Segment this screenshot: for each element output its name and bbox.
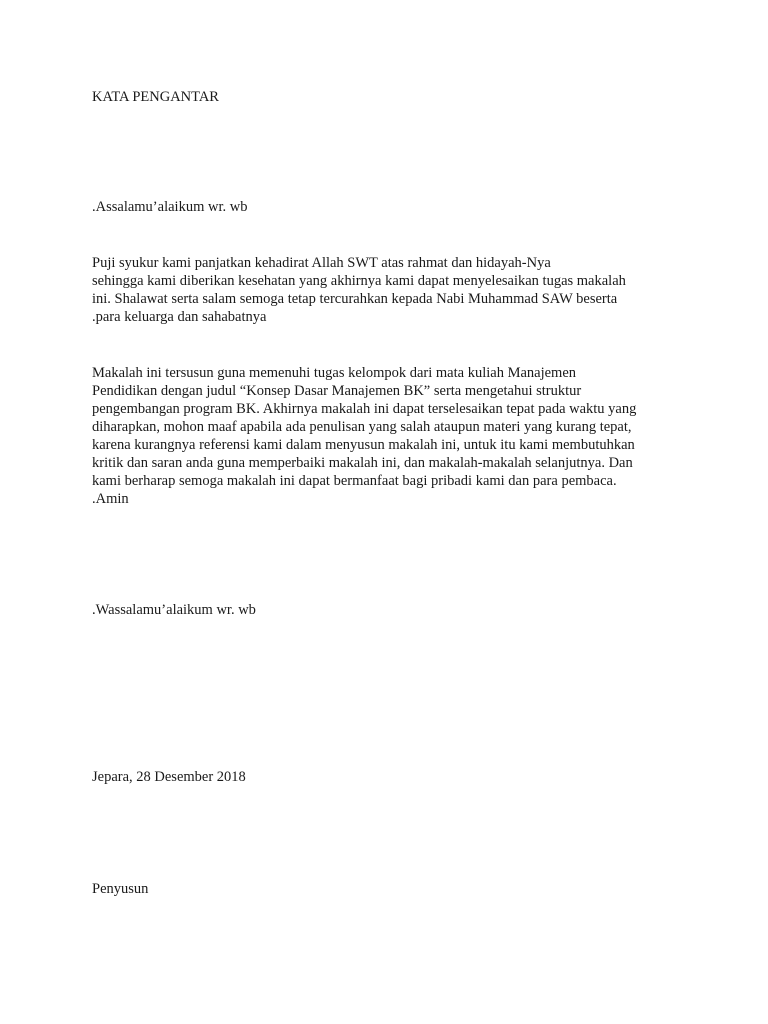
paragraph-2-line: pengembangan program BK. Akhirnya makalah ini dapat terselesaikan tepat pada waktu yang — [92, 401, 637, 417]
paragraph-1-line: .para keluarga dan sahabatnya — [92, 309, 267, 325]
paragraph-2-line: kami berharap semoga makalah ini dapat bermanfaat bagi pribadi kami dan para pembaca. — [92, 473, 617, 489]
paragraph-1-line: ini. Shalawat serta salam semoga tetap tercurahkan kepada Nabi Muhammad SAW beserta — [92, 291, 618, 307]
paragraph-2-line: karena kurangnya referensi kami dalam menyusun makalah ini, untuk itu kami membutuhkan — [92, 437, 635, 453]
paragraph-2-line: Pendidikan dengan judul “Konsep Dasar Manajemen BK” serta mengetahui struktur — [92, 383, 582, 399]
paragraph-2-line: Makalah ini tersusun guna memenuhi tugas kelompok dari mata kuliah Manajemen — [92, 365, 577, 381]
signature-label: Penyusun — [92, 881, 149, 897]
paragraph-1 — [92, 254, 626, 326]
paragraph-2 — [92, 364, 636, 508]
paragraph-2-line: kritik dan saran anda guna memperbaiki makalah ini, dan makalah-makalah selanjutnya. Dan — [92, 455, 633, 471]
document-title: KATA PENGANTAR — [92, 89, 219, 105]
paragraph-1-line: Puji syukur kami panjatkan kehadirat Allah SWT atas rahmat dan hidayah-Nya — [92, 255, 551, 271]
greeting: .Assalamu’alaikum wr. wb — [92, 199, 248, 215]
paragraph-2-line: diharapkan, mohon maaf apabila ada penulisan yang salah ataupun materi yang kurang tepat, — [92, 419, 632, 435]
closing-greeting: .Wassalamu’alaikum wr. wb — [92, 602, 256, 618]
paragraph-2-line: .Amin — [92, 491, 129, 507]
place-date: Jepara, 28 Desember 2018 — [92, 769, 246, 785]
paragraph-1-line: sehingga kami diberikan kesehatan yang akhirnya kami dapat menyelesaikan tugas makalah — [92, 273, 626, 289]
